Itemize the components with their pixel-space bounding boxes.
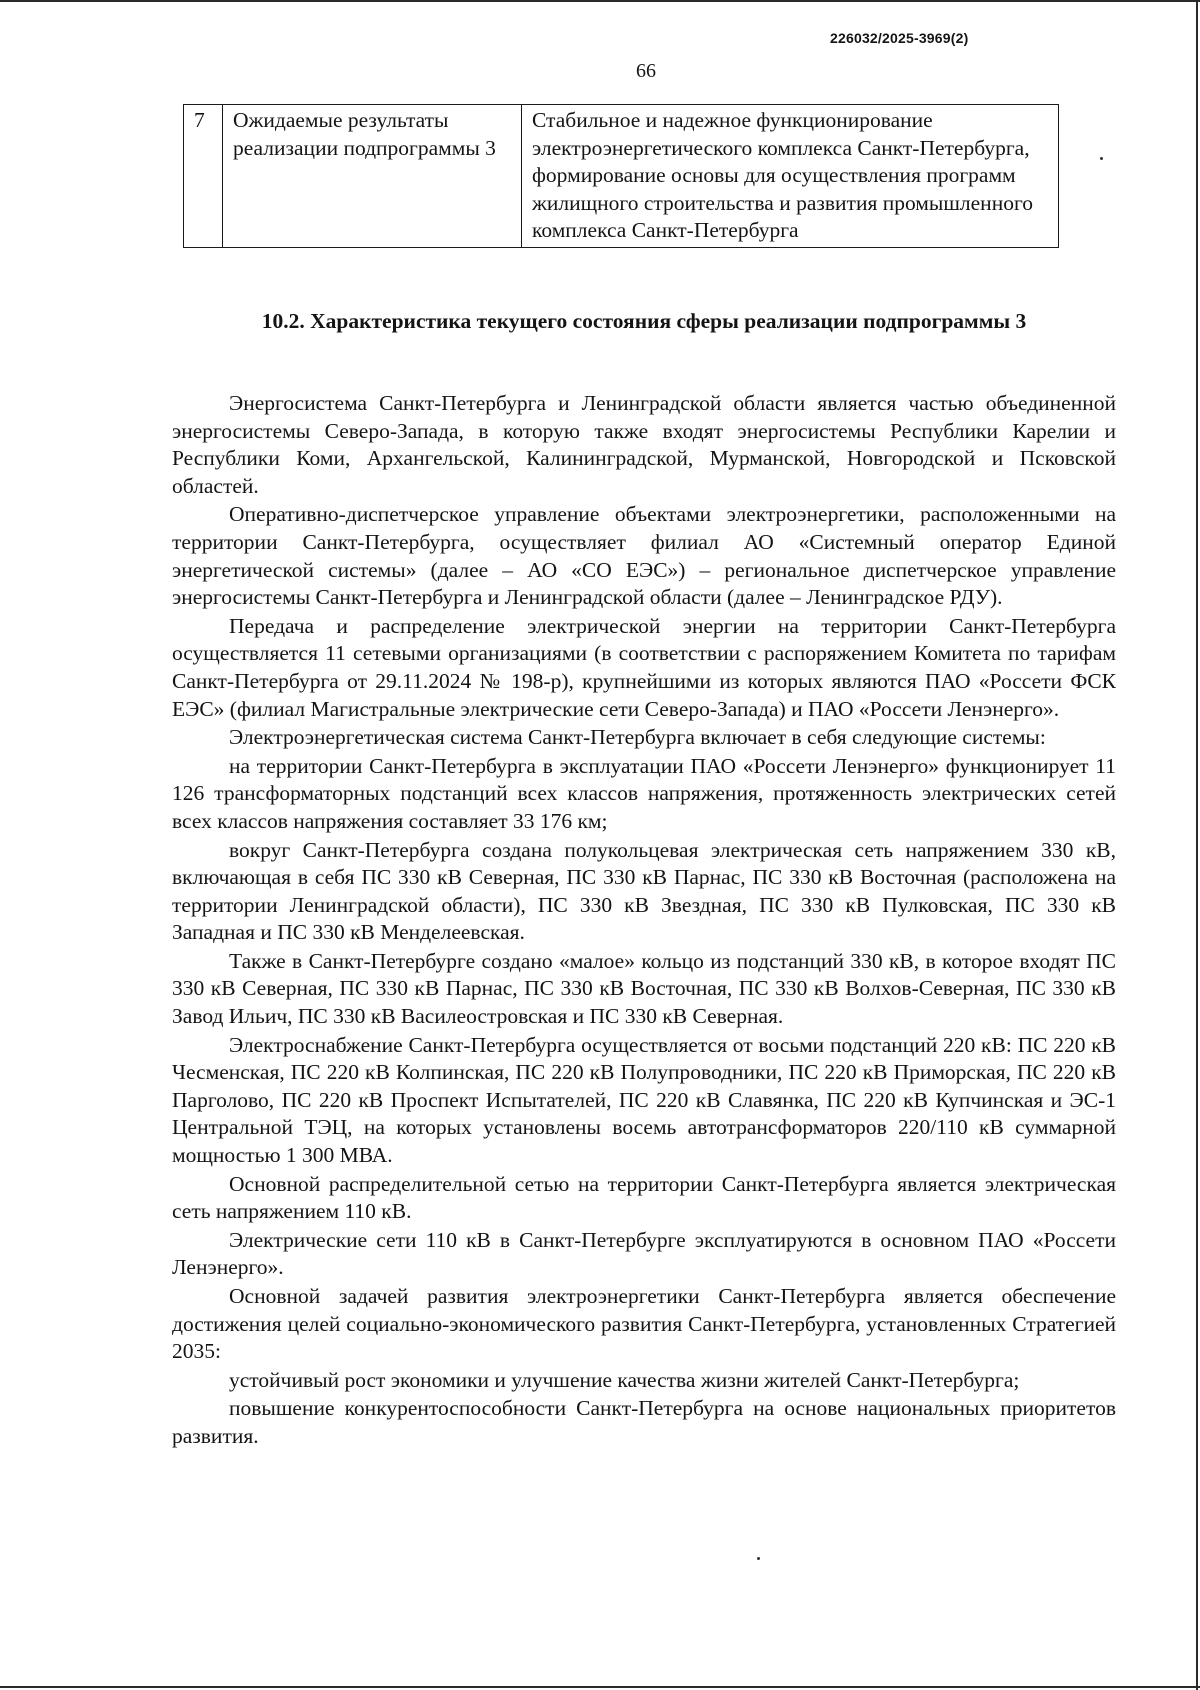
paragraph: Электроснабжение Санкт-Петербурга осуществляется от восьми подстанций 220 кВ: ПС 220 кВ Чесменская, ПС 220 кВ Колпинская, ПС 220 кВ Полупроводники, ПС 220 кВ Приморская, ПС 220 кВ Парголово, ПС 220 кВ Проспект Испытателей, ПС 220 кВ Славянка, ПС 220 кВ Купчинская и ЭС-1 Центральной ТЭЦ, на которых установлены восемь автотрансформаторов 220/110 кВ суммарной мощностью 1 300 МВА. <box>172 1032 1116 1168</box>
section-heading: 10.2. Характеристика текущего состояния сферы реализации подпрограммы 3 <box>261 309 1027 333</box>
page-number: 66 <box>636 60 656 82</box>
paragraph: Основной распределительной сетью на территории Санкт-Петербурга является электрическая сеть напряжением 110 кВ. <box>172 1171 1116 1224</box>
paragraph: Оперативно-диспетчерское управление объектами электроэнергетики, расположенными на территории Санкт-Петербурга, осуществляет филиал АО «Системный оператор Единой энергетической системы» (далее – АО «СО ЕЭС») – региональное диспетчерское управление энергосистемы Санкт-Петербурга и Ленинградской области (далее – Ленинградское РДУ). <box>172 502 1116 610</box>
scan-border-top <box>0 0 1200 2</box>
passport-table <box>183 104 1059 248</box>
scan-speck <box>1100 157 1103 160</box>
row-number-cell: 7 <box>184 105 223 248</box>
row-label-cell: Ожидаемые результаты реализации подпрограммы 3 <box>223 105 522 248</box>
table-row <box>184 105 1059 248</box>
paragraph: Передача и распределение электрической энергии на территории Санкт-Петербурга осуществляется 11 сетевыми организациями (в соответствии с распоряжением Комитета по тарифам Санкт-Петербурга от 29.11.2024 № 198-р), крупнейшими из которых являются ПАО «Россети ФСК ЕЭС» (филиал Магистральные электрические сети Северо-Запада) и ПАО «Россети Ленэнерго». <box>172 613 1116 721</box>
row-value-cell: Стабильное и надежное функционирование электроэнергетического комплекса Санкт-Петербурга, формирование основы для осуществления программ жилищного строительства и развития промышленного комплекса Санкт-Петербурга <box>522 105 1059 248</box>
body-text <box>172 390 1116 1452</box>
paragraph: Электрические сети 110 кВ в Санкт-Петербурге эксплуатируются в основном ПАО «Россети Ленэнерго». <box>172 1227 1116 1280</box>
paragraph: Основной задачей развития электроэнергетики Санкт-Петербурга является обеспечение достижения целей социально-экономического развития Санкт-Петербурга, установленных Стратегией 2035: <box>172 1284 1116 1364</box>
document-registration-code: 226032/2025-3969(2) <box>830 30 969 46</box>
scan-speck <box>757 1557 760 1560</box>
paragraph: Также в Санкт-Петербурге создано «малое» кольцо из подстанций 330 кВ, в которое входят ПС 330 кВ Северная, ПС 330 кВ Парнас, ПС 330 кВ Восточная, ПС 330 кВ Волхов-Северная, ПС 330 кВ Завод Ильич, ПС 330 кВ Василеостровская и ПС 330 кВ Северная. <box>172 948 1116 1029</box>
paragraph: Энергосистема Санкт-Петербурга и Ленинградской области является частью объединенной энергосистемы Северо-Запада, в которую также входят энергосистемы Республики Карелии и Республики Коми, Архангельской, Калининградской, Мурманской, Новгородской и Псковской областей. <box>172 391 1116 498</box>
paragraph: устойчивый рост экономики и улучшение качества жизни жителей Санкт-Петербурга; <box>229 1367 1020 1392</box>
scan-border-bottom <box>0 1686 1200 1688</box>
paragraph: Электроэнергетическая система Санкт-Петербурга включает в себя следующие системы: <box>229 725 1046 750</box>
paragraph: вокруг Санкт-Петербурга создана полукольцевая электрическая сеть напряжением 330 кВ, включающая в себя ПС 330 кВ Северная, ПС 330 кВ Парнас, ПС 330 кВ Восточная (расположена на территории Ленинградской области), ПС 330 кВ Звездная, ПС 330 кВ Пулковская, ПС 330 кВ Западная и ПС 330 кВ Менделеевская. <box>172 837 1116 945</box>
paragraph: на территории Санкт-Петербурга в эксплуатации ПАО «Россети Ленэнерго» функционирует 11 126 трансформаторных подстанций всех классов напряжения, протяженность электрических сетей всех классов напряжения составляет 33 176 км; <box>172 753 1116 833</box>
paragraph: повышение конкурентоспособности Санкт-Петербурга на основе национальных приоритетов развития. <box>172 1396 1116 1448</box>
scan-border-right <box>1196 0 1198 1690</box>
